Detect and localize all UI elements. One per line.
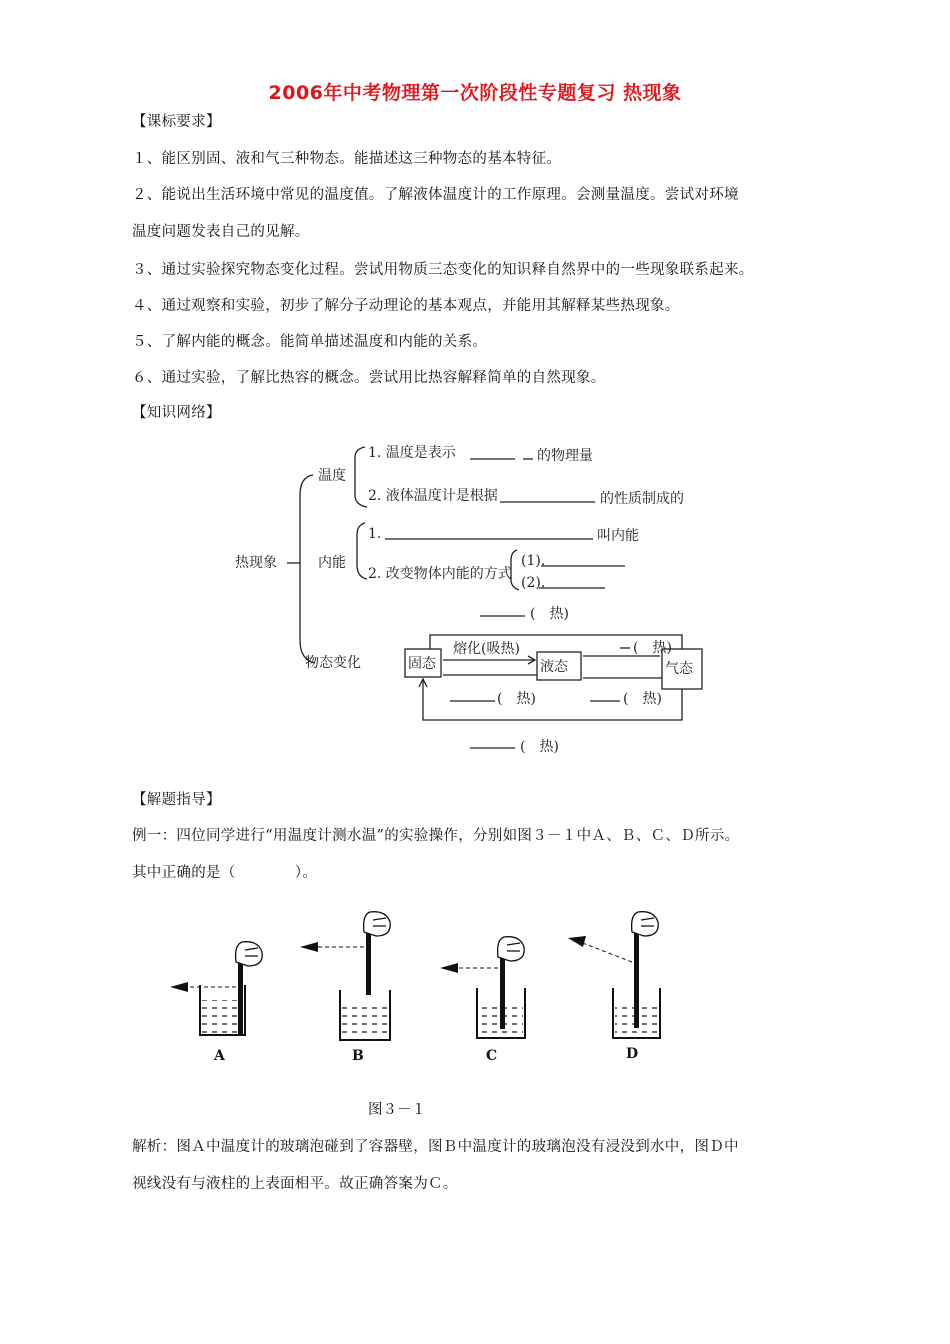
network-liquid: 液态 [540, 659, 568, 675]
figure-caption: 图３－１ [368, 1102, 426, 1118]
network-temp-item1-end: 的物理量 [537, 448, 593, 464]
page-title: 2006年中考物理第一次阶段性专题复习 热现象 [268, 82, 682, 104]
network-ie-sub1: (1). [521, 553, 546, 569]
network-melt: 熔化(吸热) [453, 641, 520, 657]
network-internal-energy: 内能 [318, 555, 346, 571]
requirement-2-cont: 温度问题发表自己的见解。 [132, 224, 310, 240]
figure-a [170, 942, 262, 1064]
requirement-5: ５、了解内能的概念。能简单描述温度和内能的关系。 [132, 334, 488, 350]
network-root: 热现象 [235, 555, 277, 571]
figure-label-a: A [214, 1048, 225, 1064]
figure-thermometers [150, 900, 710, 1070]
figure-c [440, 937, 525, 1064]
figure-label-c: C [486, 1048, 498, 1064]
network-solid: 固态 [408, 656, 436, 672]
example-line-1: 例一：四位同学进行“用温度计测水温”的实验操作，分别如图３－１中Ａ、Ｂ、Ｃ、Ｄ所示。 [132, 828, 740, 844]
network-gas: 气态 [665, 661, 693, 677]
requirement-1: １、能区别固、液和气三种物态。能描述这三种物态的基本特征。 [132, 151, 562, 167]
figure-b [300, 912, 390, 1064]
network-temp-item2-end: 的性质制成的 [600, 491, 684, 507]
network-heat-blank-3: ( 热) [497, 691, 536, 707]
network-heat-blank-4: ( 热) [623, 691, 662, 707]
network-ie-item1: 1. [368, 526, 382, 542]
network-ie-sub2: (2). [521, 575, 546, 591]
requirement-6: ６、通过实验，了解比热容的概念。尝试用比热容解释简单的自然现象。 [132, 370, 606, 386]
network-temperature: 温度 [318, 468, 346, 484]
analysis-line-2: 视线没有与液柱的上表面相平。故正确答案为Ｃ。 [132, 1176, 458, 1192]
network-heat-blank-1: ( 热) [530, 606, 569, 622]
network-heat-blank-5: ( 热) [520, 739, 559, 755]
section-header-network: 【知识网络】 [132, 405, 221, 421]
network-temp-item1: 1. 温度是表示 [368, 445, 456, 461]
section-header-guide: 【解题指导】 [132, 792, 221, 808]
network-phase-change: 物态变化 [305, 655, 361, 671]
network-ie-item1-end: 叫内能 [597, 528, 639, 544]
requirement-4: ４、通过观察和实验，初步了解分子动理论的基本观点，并能用其解释某些热现象。 [132, 298, 680, 314]
figure-d [568, 912, 660, 1062]
network-ie-item2: 2. 改变物体内能的方式 [368, 566, 512, 582]
analysis-line-1: 解析：图Ａ中温度计的玻璃泡碰到了容器壁，图Ｂ中温度计的玻璃泡没有浸没到水中，图Ｄ中 [132, 1139, 739, 1155]
requirement-3: ３、通过实验探究物态变化过程。尝试用物质三态变化的知识释自然界中的一些现象联系起来。 [132, 262, 754, 278]
requirement-2: ２、能说出生活环境中常见的温度值。了解液体温度计的工作原理。会测量温度。尝试对环境 [132, 187, 739, 203]
example-line-2: 其中正确的是（ ）。 [132, 865, 318, 881]
knowledge-network-diagram [225, 435, 715, 765]
network-heat-blank-2: ( 热) [633, 640, 672, 656]
section-header-requirements: 【课标要求】 [132, 114, 221, 130]
figure-label-d: D [626, 1046, 639, 1062]
network-temp-item2: 2. 液体温度计是根据 [368, 488, 498, 504]
figure-label-b: B [352, 1048, 364, 1064]
